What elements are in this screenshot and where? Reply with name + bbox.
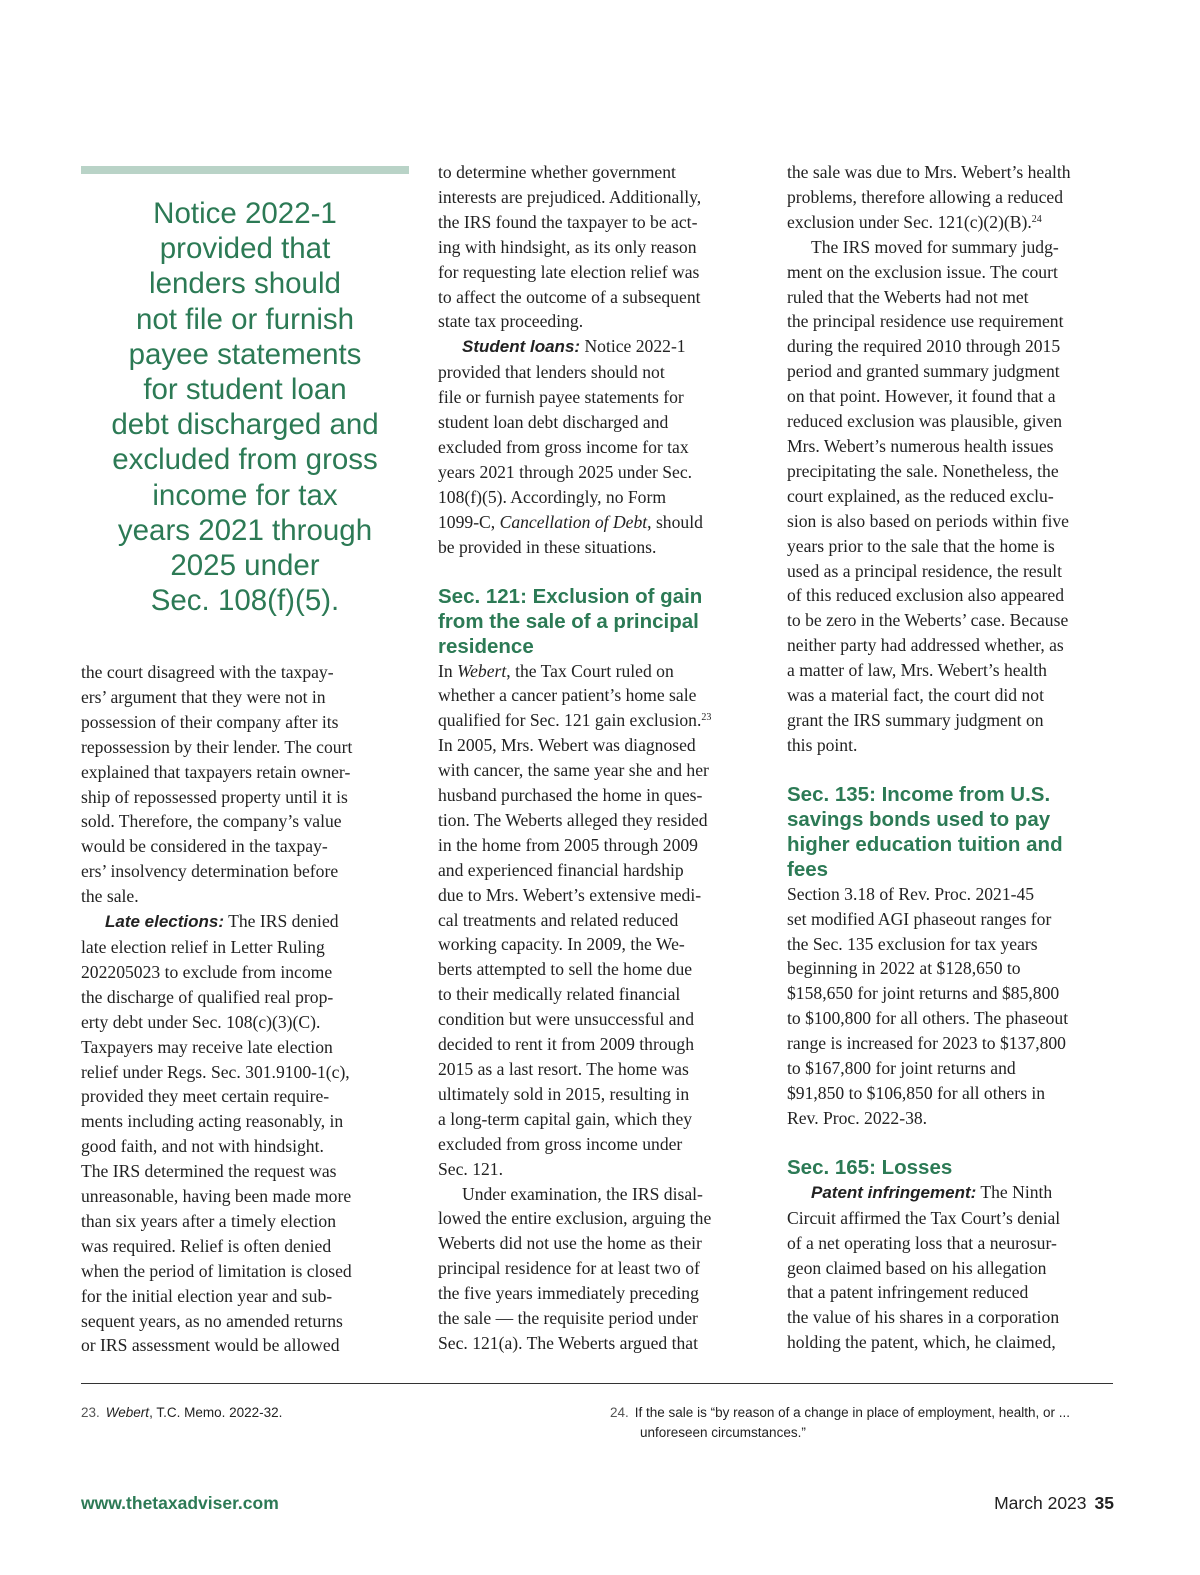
- heading-line: higher education tuition and: [787, 832, 1063, 856]
- heading-sec-135: [787, 782, 1112, 882]
- text-line: erty debt under Sec. 108(c)(3)(C).: [81, 1011, 321, 1032]
- text-line: of this reduced exclusion also appeared: [787, 585, 1064, 606]
- text-line: 108(f)(5). Accordingly, no Form: [438, 486, 667, 507]
- text-line: used as a principal residence, the result: [787, 560, 1063, 581]
- text-line: or IRS assessment would be allowed: [81, 1335, 340, 1356]
- text-line: income for tax: [152, 478, 338, 512]
- student-loans-label: Student loans:: [462, 337, 581, 357]
- text-line: berts attempted to sell the home due: [438, 959, 693, 980]
- paragraph-patent-infringement: Patent infringement: The Ninth Circuit affirmed the Tax Court’s denial of a net operating loss that a neurosur- geon claimed based on his allegation that a patent infringement reduced the value of his shares in a corporation holding the patent, which, he claimed,: [787, 1180, 1112, 1355]
- text-line: the sale — the requisite period under: [438, 1308, 698, 1329]
- text-line: $91,850 to $106,850 for all others in: [787, 1083, 1046, 1103]
- text-line: Under examination, the IRS disal-: [462, 1183, 703, 1204]
- text-line: period and granted summary judgment: [787, 361, 1060, 382]
- text-line: sion is also based on periods within five: [787, 510, 1069, 531]
- text-line: excluded from gross income for tax: [438, 436, 689, 457]
- paragraph-examination: [438, 1182, 750, 1356]
- page-number: 35: [1094, 1493, 1114, 1513]
- text-line: relief under Regs. Sec. 301.9100-1(c),: [81, 1061, 350, 1082]
- text-line: decided to rent it from 2009 through: [438, 1034, 695, 1055]
- text-line: holding the patent, which, he claimed,: [787, 1332, 1056, 1353]
- text-line: due to Mrs. Webert’s extensive medi-: [438, 884, 702, 905]
- text-line: excluded from gross: [112, 443, 378, 477]
- text-line: neither party had addressed whether, as: [787, 635, 1064, 656]
- text-line: the five years immediately preceding: [438, 1283, 699, 1304]
- heading-line: Sec. 121: Exclusion of gain: [438, 584, 703, 608]
- text-line: in the home from 2005 through 2009: [438, 834, 698, 855]
- heading-line: Sec. 165: Losses: [787, 1155, 953, 1179]
- text-line: The IRS moved for summary judg-: [811, 236, 1059, 257]
- column-3: [787, 160, 1112, 1355]
- text-line: was required. Relief is often denied: [81, 1235, 332, 1256]
- footnote-23: 23. Webert, T.C. Memo. 2022-32.: [81, 1405, 283, 1420]
- text-line: 2015 as a last resort. The home was: [438, 1059, 689, 1079]
- paragraph-insolvency: [81, 660, 399, 909]
- text-line: Mrs. Webert’s numerous health issues: [787, 435, 1054, 456]
- text-line: Rev. Proc. 2022-38.: [787, 1107, 928, 1128]
- text-line: a long-term capital gain, which they: [438, 1108, 693, 1129]
- text-line: ers’ insolvency determination before: [81, 861, 339, 882]
- text-line: condition but were unsuccessful and: [438, 1009, 695, 1030]
- text-line: the Sec. 135 exclusion for tax years: [787, 933, 1038, 954]
- text-line: not file or furnish: [135, 302, 355, 336]
- text-line: was a material fact, the court did not: [787, 685, 1044, 706]
- text-line: Weberts did not use the home as their: [438, 1233, 702, 1254]
- footnote-rule: [81, 1383, 1113, 1384]
- text-line: range is increased for 2023 to $137,800: [787, 1033, 1066, 1054]
- pull-quote: [81, 196, 409, 618]
- text-line: sold. Therefore, the company’s value: [81, 811, 342, 832]
- late-elections-label: Late elections:: [105, 912, 225, 932]
- text-line: student loan debt discharged and: [438, 412, 669, 433]
- text-line: the court disagreed with the taxpay-: [81, 662, 334, 682]
- text-line: to determine whether government: [438, 162, 676, 182]
- paragraph-summary-judgment: [787, 235, 1112, 758]
- text-line: provided that: [159, 232, 331, 266]
- text-line: In 2005, Mrs. Webert was diagnosed: [438, 735, 696, 756]
- text-line: ultimately sold in 2015, resulting in: [438, 1083, 690, 1104]
- text-line: good faith, and not with hindsight.: [81, 1136, 324, 1157]
- text-line: on that point. However, it found that a: [787, 386, 1056, 407]
- text-line: payee statements: [128, 337, 362, 371]
- issue-date: March 2023: [994, 1493, 1087, 1513]
- text-line: would be considered in the taxpay-: [81, 836, 328, 857]
- footer-page-info: [994, 1493, 1114, 1514]
- text-line: possession of their company after its: [81, 711, 339, 732]
- text-line: for student loan: [143, 373, 347, 407]
- text-line: Sec. 121(a). The Weberts argued that: [438, 1332, 698, 1353]
- text-line: to $167,800 for joint returns and: [787, 1058, 1016, 1079]
- text-line: court explained, as the reduced exclu-: [787, 485, 1054, 506]
- heading-line: fees: [787, 857, 829, 881]
- text-line: the sale was due to Mrs. Webert’s health: [787, 162, 1071, 182]
- text-line: than six years after a timely election: [81, 1210, 337, 1231]
- text-line: working capacity. In 2009, the We-: [438, 934, 685, 955]
- text-line: Notice 2022-1: [153, 197, 337, 230]
- text-line: ing with hindsight, as its only reason: [438, 236, 697, 257]
- text-line: the sale.: [81, 886, 139, 907]
- text-line: explained that taxpayers retain owner-: [81, 761, 351, 782]
- footnote-ref-23[interactable]: 23: [701, 712, 712, 724]
- text-line: ship of repossessed property until it is: [81, 786, 348, 807]
- text-line: husband purchased the home in ques-: [438, 785, 703, 806]
- text-line: lowed the entire exclusion, arguing the: [438, 1208, 712, 1229]
- paragraph-hindsight: [438, 160, 750, 334]
- patent-infringement-label: Patent infringement:: [811, 1182, 977, 1202]
- text-line: file or furnish payee statements for: [438, 387, 684, 408]
- text-line: provided that lenders should not: [438, 362, 665, 383]
- text-line: ruled that the Weberts had not met: [787, 286, 1029, 307]
- form-title: Cancellation of Debt: [499, 511, 648, 532]
- text-line: Circuit affirmed the Tax Court’s denial: [787, 1207, 1061, 1228]
- text-line: with cancer, the same year she and her: [438, 760, 709, 781]
- text-line: during the required 2010 through 2015: [787, 336, 1061, 357]
- text-line: interests are prejudiced. Additionally,: [438, 186, 702, 207]
- text-line: reduced exclusion was plausible, given: [787, 411, 1063, 432]
- text-line: excluded from gross income under: [438, 1133, 683, 1154]
- text-line: ments including acting reasonably, in: [81, 1111, 344, 1132]
- footnote-ref-24[interactable]: 24: [1031, 213, 1042, 225]
- text-line: debt discharged and: [111, 408, 379, 442]
- column-2: [438, 160, 750, 1356]
- text-line: to affect the outcome of a subsequent: [438, 286, 701, 307]
- heading-sec-165: [787, 1155, 1112, 1180]
- text-line: Sec. 108(f)(5).: [150, 584, 340, 618]
- text-line: years 2021 through 2025 under Sec.: [438, 461, 693, 482]
- text-line: tion. The Weberts alleged they resided: [438, 809, 708, 830]
- text-line: grant the IRS summary judgment on: [787, 709, 1044, 730]
- text-line: Section 3.18 of Rev. Proc. 2021-45: [787, 883, 1035, 904]
- text-line: repossession by their lender. The court: [81, 736, 353, 757]
- text-line: for requesting late election relief was: [438, 261, 700, 282]
- heading-sec-121: [438, 584, 750, 659]
- text-line: and experienced financial hardship: [438, 859, 684, 880]
- heading-line: residence: [438, 634, 534, 658]
- text-line: principal residence for at least two of: [438, 1258, 700, 1279]
- text-line: years prior to the sale that the home is: [787, 535, 1055, 556]
- text-line: to be zero in the Weberts’ case. Because: [787, 610, 1069, 631]
- text-line: The IRS determined the request was: [81, 1161, 337, 1182]
- pull-quote-bar: [81, 166, 409, 174]
- case-name-webert: Webert: [457, 660, 507, 681]
- paragraph-sec-135: [787, 882, 1112, 1131]
- text-line: sequent years, as no amended returns: [81, 1310, 343, 1331]
- heading-line: Sec. 135: Income from U.S.: [787, 782, 1051, 806]
- text-line: precipitating the sale. Nonetheless, the: [787, 460, 1059, 481]
- heading-line: savings bonds used to pay: [787, 807, 1051, 831]
- text-line: provided they meet certain require-: [81, 1086, 330, 1107]
- text-line: for the initial election year and sub-: [81, 1285, 333, 1306]
- text-line: that a patent infringement reduced: [787, 1282, 1029, 1303]
- text-line: to $100,800 for all others. The phaseout: [787, 1008, 1069, 1029]
- text-line: Taxpayers may receive late election: [81, 1036, 333, 1057]
- text-line: problems, therefore allowing a reduced: [787, 186, 1064, 207]
- footer-website-link[interactable]: www.thetaxadviser.com: [81, 1493, 279, 1513]
- text-line: ment on the exclusion issue. The court: [787, 261, 1058, 282]
- text-line: years 2021 through: [117, 513, 373, 547]
- text-line: state tax proceeding.: [438, 311, 584, 332]
- text-line: the principal residence use requirement: [787, 311, 1064, 332]
- paragraph-student-loans: Student loans: Notice 2022-1 provided that lenders should not file or furnish payee statements for student loan debt discharged and excluded from gross income for tax years 2021 through 2025 under Sec. 108(f)(5). Accordingly, no Form 1099-C, Cancellation of Debt, should be provided in these situations.: [438, 334, 750, 559]
- text-line: when the period of limitation is closed: [81, 1260, 352, 1281]
- text-line: the IRS found the taxpayer to be act-: [438, 211, 698, 232]
- paragraph-webert: In Webert, the Tax Court ruled on whether a cancer patient’s home sale qualified for Sec. 121 gain exclusion.$^{23}$ In 2005, Mrs. Webert was diagnosed with cancer, the same year she and her husband purchased the home in ques- tion. The Weberts alleged they resided in the home from 2005 through 2009 and experienced financial hardship due to Mrs. Webert’s extensive medi- cal treatments and related reduced working capacity. In 2009, the We- berts attempted to sell the home due to their medically related financial condition but were unsuccessful and decided to rent it from 2009 through 2015 as a last resort. The home was ultimately sold in 2015, resulting in a long-term capital gain, which they excluded from gross income under Sec. 121.: [438, 659, 750, 1182]
- text-line: cal treatments and related reduced: [438, 909, 679, 930]
- footnote-24: 24. If the sale is “by reason of a change in place of employment, health, or ... unforeseen circumstances.”: [610, 1405, 1071, 1440]
- text-line: of a net operating loss that a neurosur-: [787, 1232, 1057, 1253]
- text-line: this point.: [787, 734, 858, 755]
- text-line: the value of his shares in a corporation: [787, 1307, 1060, 1328]
- text-line: Sec. 121.: [438, 1158, 503, 1179]
- text-line: late election relief in Letter Ruling: [81, 936, 325, 957]
- text-line: a matter of law, Mrs. Webert’s health: [787, 660, 1047, 681]
- paragraph-late-elections: Late elections: The IRS denied late election relief in Letter Ruling 202205023 to exclude from income the discharge of qualified real prop- erty debt under Sec. 108(c)(3)(C). Taxpayers may receive late election relief under Regs. Sec. 301.9100-1(c), provided they meet certain require- ments including acting reasonably, in good faith, and not with hindsight. The IRS determined the request was unreasonable, having been made more than six years after a timely election was required. Relief is often denied when the period of limitation is closed for the initial election year and sub- sequent years, as no amended returns or IRS assessment would be allowed: [81, 909, 399, 1358]
- text-line: set modified AGI phaseout ranges for: [787, 908, 1052, 929]
- text-line: 202205023 to exclude from income: [81, 961, 333, 982]
- heading-line: from the sale of a principal: [438, 609, 699, 633]
- text-line: unreasonable, having been made more: [81, 1186, 352, 1207]
- text-line: ers’ argument that they were not in: [81, 686, 326, 707]
- text-line: 2025 under: [170, 549, 320, 583]
- text-line: lenders should: [149, 267, 341, 301]
- text-line: beginning in 2022 at $128,650 to: [787, 958, 1021, 979]
- column-1: [81, 660, 399, 1358]
- text-line: $158,650 for joint returns and $85,800: [787, 983, 1060, 1004]
- text-line: to their medically related financial: [438, 984, 681, 1005]
- paragraph-health-problems: the sale was due to Mrs. Webert’s health problems, therefore allowing a reduced exclusion under Sec. 121(c)(2)(B).$^{24}$: [787, 160, 1112, 235]
- text-line: the discharge of qualified real prop-: [81, 986, 334, 1007]
- text-line: geon claimed based on his allegation: [787, 1257, 1047, 1278]
